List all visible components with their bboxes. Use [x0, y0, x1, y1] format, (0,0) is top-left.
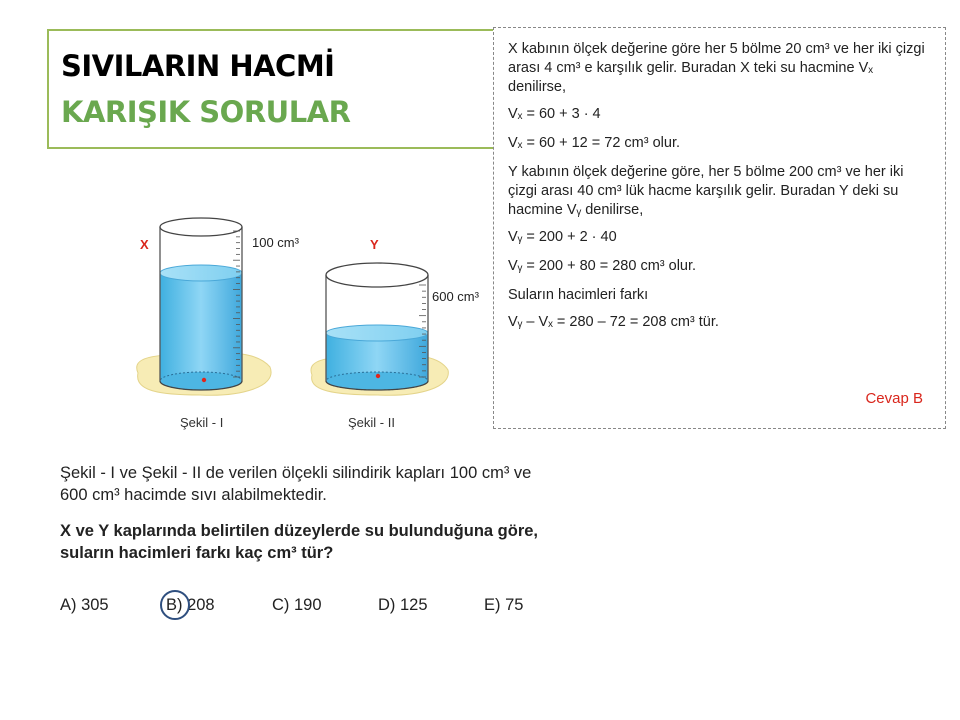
- title-line-1: SIVILARIN HACMİ: [61, 49, 335, 83]
- selected-answer-circle: [160, 590, 190, 620]
- label-x: X: [140, 237, 149, 252]
- solution-para-3: Suların hacimleri farkı: [508, 287, 649, 303]
- question-block: [60, 462, 540, 578]
- option-b[interactable]: B) 208: [166, 596, 215, 614]
- cylinder-x: [160, 218, 242, 390]
- label-y: Y: [370, 237, 379, 252]
- cylinder-y: [326, 263, 428, 390]
- cylinders-figure: [120, 205, 500, 445]
- solution-para-2: Y kabının ölçek değerine göre, her 5 bölme 200 cm³ ve her iki çizgi arası 40 cm³ lük hacme karşılık gelir. Buradan Y deki su hacmine Vᵧ denilirse,: [508, 164, 904, 218]
- title-box: [47, 29, 517, 149]
- title-line-2: KARIŞIK SORULAR: [61, 95, 351, 129]
- solution-eq-3: Vᵧ = 200 + 2 · 40: [508, 229, 617, 245]
- option-e[interactable]: E) 75: [484, 596, 524, 614]
- solution-eq-1: Vₓ = 60 + 3 · 4: [508, 106, 601, 122]
- capacity-x: 100 cm³: [252, 235, 299, 250]
- option-d[interactable]: D) 125: [378, 596, 428, 614]
- capacity-y: 600 cm³: [432, 289, 479, 304]
- solution-eq-4: Vᵧ = 200 + 80 = 280 cm³ olur.: [508, 258, 697, 274]
- caption-1: Şekil - I: [180, 415, 224, 430]
- question-text-1: Şekil - I ve Şekil - II de verilen ölçekli silindirik kapları 100 cm³ ve 600 cm³ hacimde sıvı alabilmektedir.: [60, 464, 532, 504]
- solution-para-1: X kabının ölçek değerine göre her 5 bölme 20 cm³ ve her iki çizgi arası 4 cm³ e karşılık gelir. Buradan X teki su hacmine Vₓ denilirse,: [508, 41, 925, 95]
- caption-2: Şekil - II: [348, 415, 395, 430]
- option-c[interactable]: C) 190: [272, 596, 322, 614]
- option-a[interactable]: A) 305: [60, 596, 109, 614]
- solution-eq-5: Vᵧ – Vₓ = 280 – 72 = 208 cm³ tür.: [508, 314, 719, 330]
- question-text-2: X ve Y kaplarında belirtilen düzeylerde su bulunduğuna göre, suların hacimleri farkı kaç cm³ tür?: [60, 522, 539, 562]
- answer-label: Cevap B: [865, 390, 923, 407]
- solution-box: [493, 27, 946, 429]
- solution-eq-2: Vₓ = 60 + 12 = 72 cm³ olur.: [508, 135, 681, 151]
- answer-options: [60, 596, 540, 620]
